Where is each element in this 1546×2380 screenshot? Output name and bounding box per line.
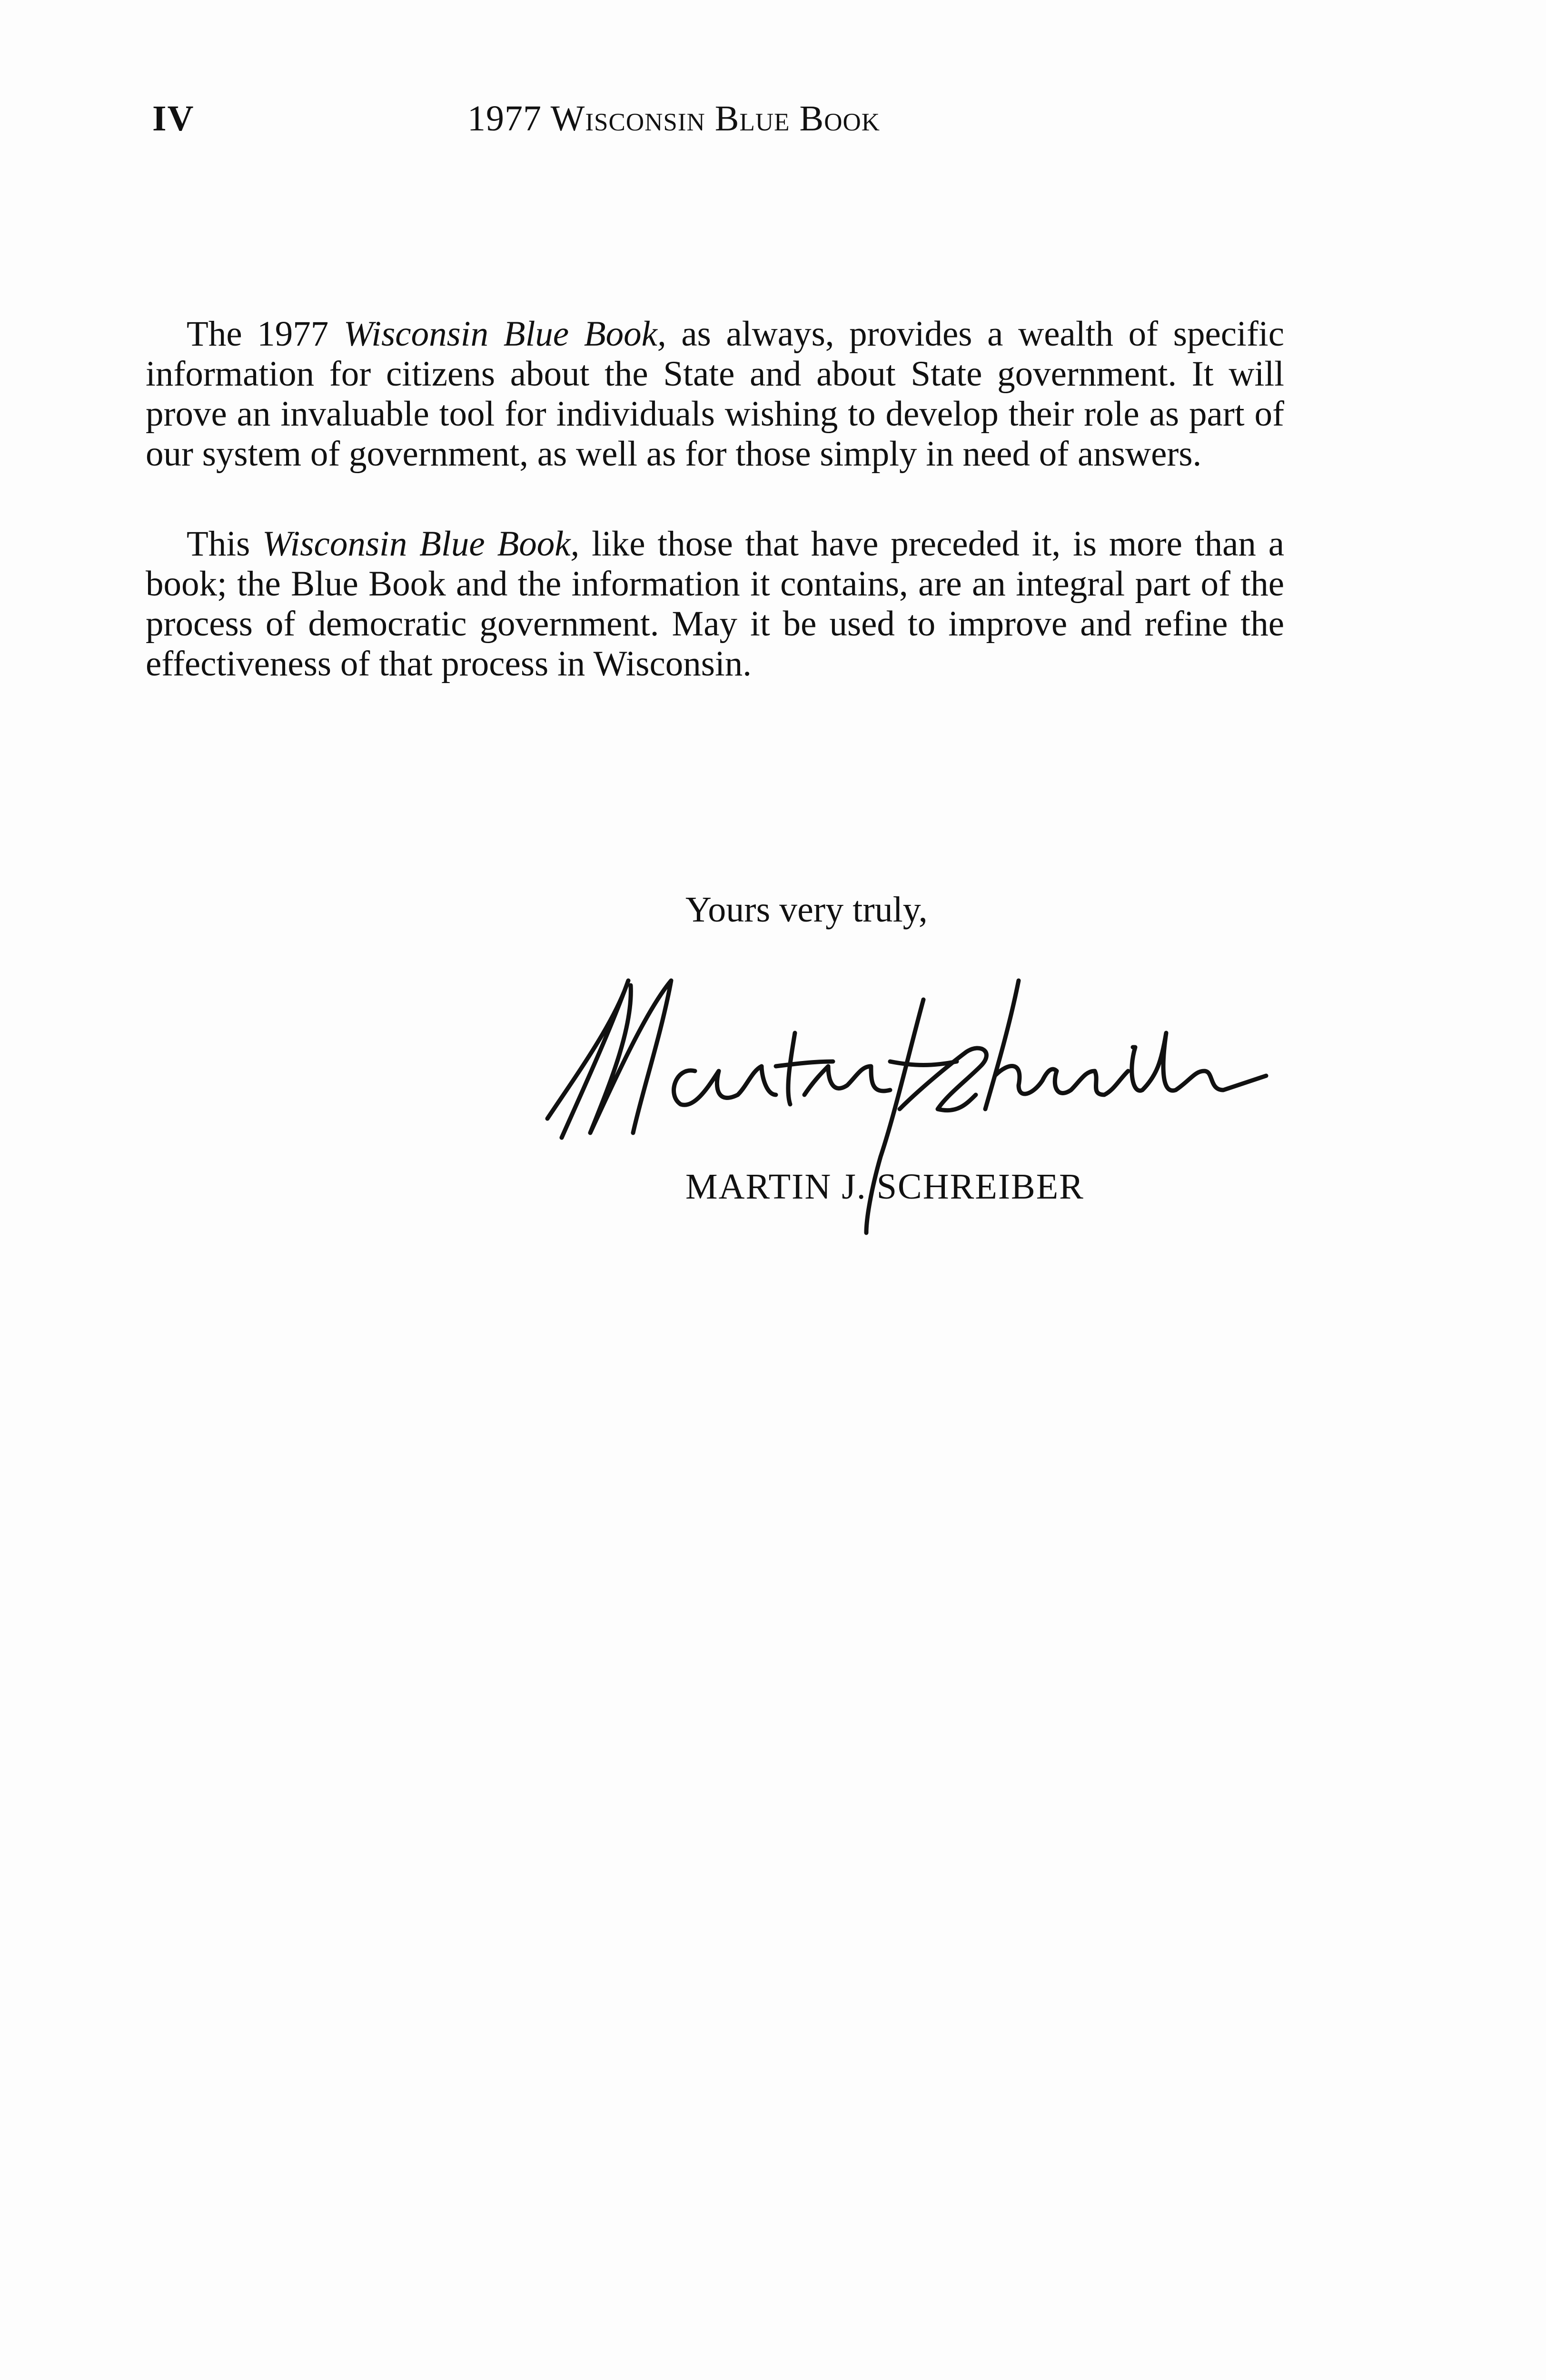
paragraph-1-title: Wisconsin Blue Book, bbox=[343, 314, 666, 354]
signer-name: MARTIN J. SCHREIBER bbox=[685, 1167, 1084, 1207]
paragraph-2-lead: This bbox=[187, 524, 263, 564]
running-title: 1977 Wisconsin Blue Book bbox=[467, 99, 881, 139]
page-header bbox=[152, 98, 1295, 150]
paragraph-2 bbox=[146, 524, 1284, 684]
paragraph-2-text: like those that have preceded it, is more than a book; the Blue Book and the information it contains, are an integral part of the process of democratic government. May it be used to improve and refine the effectiveness of that process in Wisconsin. bbox=[146, 524, 1284, 684]
paragraph-1 bbox=[146, 314, 1284, 474]
paragraph-1-text: as always, provides a wealth of specific information for citizens about the State and about State government. It will prove an invaluable tool for individuals wishing to develop their role as part of our system of government, as well as for those simply in need of answers. bbox=[146, 314, 1284, 474]
letter-body bbox=[146, 314, 1284, 734]
paragraph-1-lead: The 1977 bbox=[187, 314, 344, 354]
paragraph-2-title: Wisconsin Blue Book, bbox=[262, 524, 580, 564]
page-number: IV bbox=[152, 99, 195, 139]
closing-salutation: Yours very truly, bbox=[685, 890, 928, 930]
